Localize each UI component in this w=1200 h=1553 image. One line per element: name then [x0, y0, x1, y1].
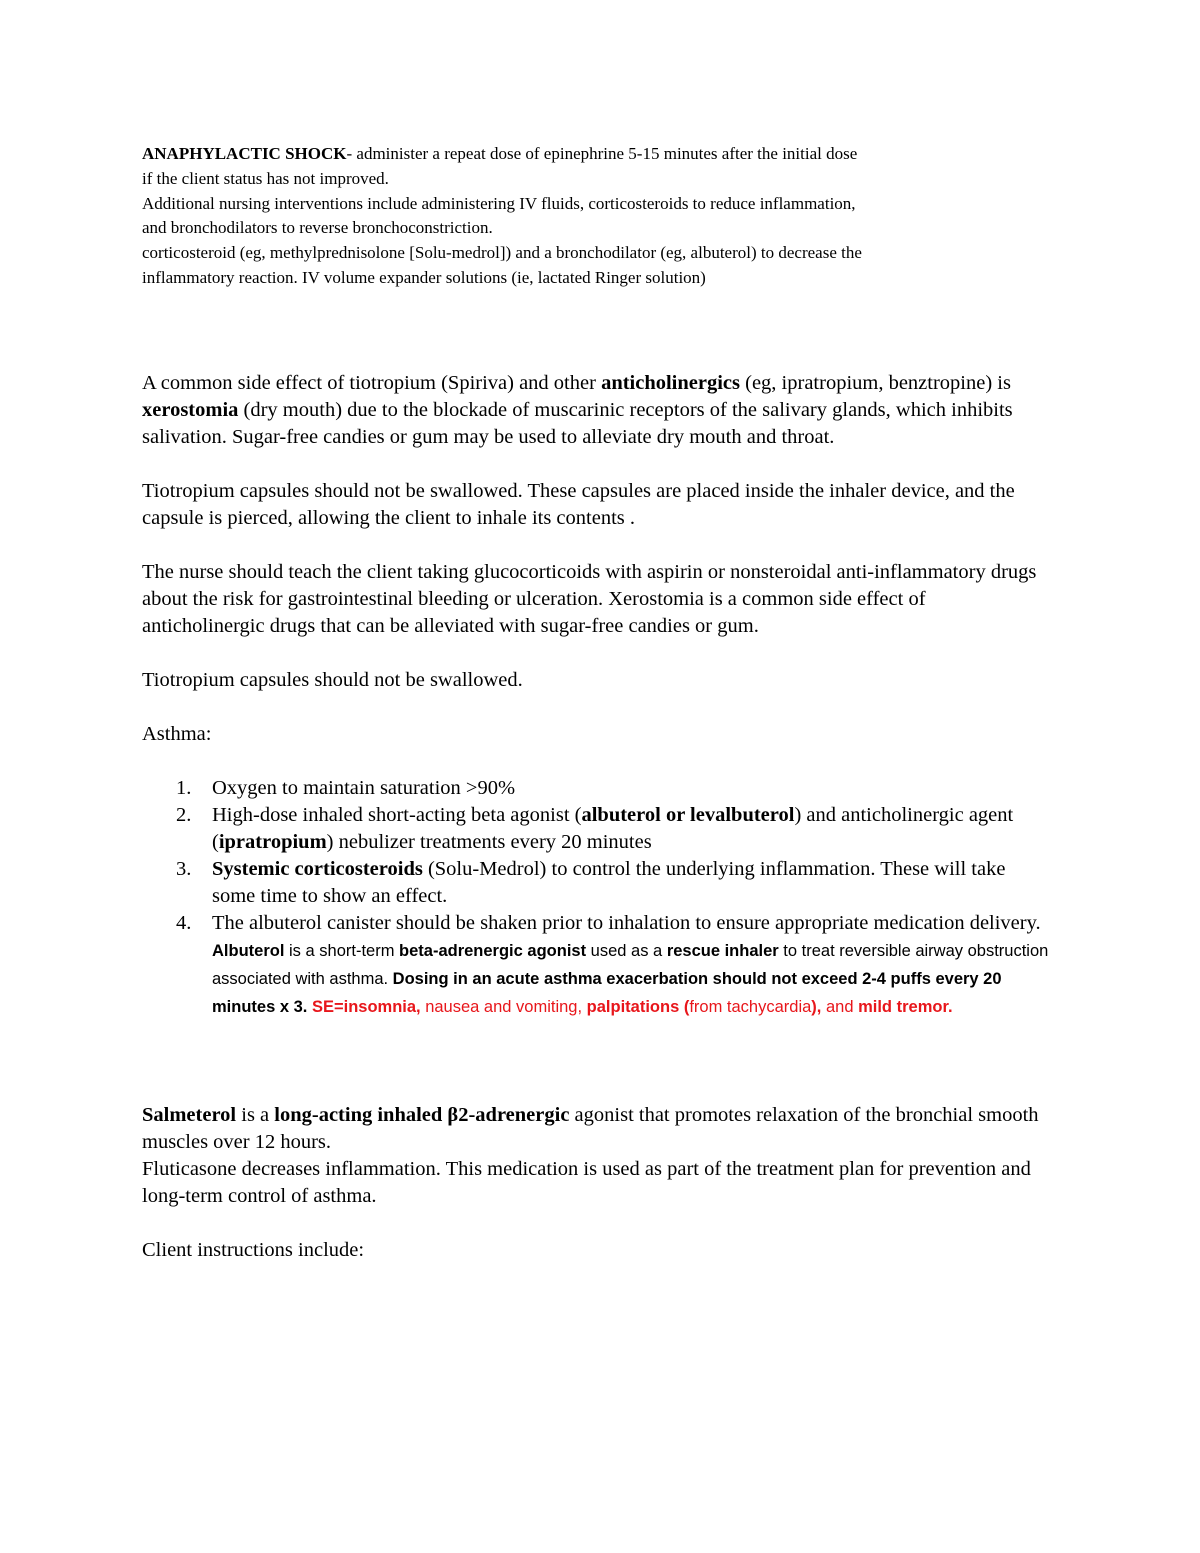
salmeterol-paragraph: Salmeterol is a long-acting inhaled β2-adrenergic agonist that promotes relaxation of the bronchial smooth muscles over 12 hours. Fluticasone decreases inflammation. This medication is used as part of the treatment plan for prevention and long-term control of asthma.: [142, 1104, 1039, 1207]
glucocorticoid-paragraph: The nurse should teach the client taking glucocorticoids with aspirin or nonsteroidal anti-inflammatory drugs about the risk for gastrointestinal bleeding or ulceration. Xerostomia is a common side effect of anticholinergic drugs that can be alleviated with sugar-free candies or gum.: [142, 561, 1037, 637]
anaphylaxis-heading: ANAPHYLACTIC SHOCK: [142, 144, 347, 163]
anaphylaxis-line-3: Additional nursing interventions include administering IV fluids, corticosteroids to reduce inflammation,: [142, 193, 856, 213]
tiotropium-capsules-paragraph: Tiotropium capsules should not be swallowed. These capsules are placed inside the inhaler device, and the capsule is pierced, allowing the client to inhale its contents .: [142, 480, 1015, 529]
list-item: 1. Oxygen to maintain saturation >90%: [176, 777, 516, 799]
anaphylaxis-line-1: ANAPHYLACTIC SHOCK- administer a repeat dose of epinephrine 5-15 minutes after the initial dose: [142, 144, 858, 163]
anaphylaxis-line-5: corticosteroid (eg, methylprednisolone [Solu-medrol]) and a bronchodilator (eg, albuterol) to decrease the: [142, 243, 862, 263]
spacer: [142, 1021, 1052, 1102]
list-item: 2. High-dose inhaled short-acting beta agonist (albuterol or levalbuterol) and anticholinergic agent (ipratropium) nebulizer treatments every 20 minutes: [176, 804, 1014, 853]
fluticasone-text: Fluticasone decreases inflammation. This medication is used as part of the treatment plan for prevention and long-term control of asthma.: [142, 1158, 1031, 1207]
list-item: 4. The albuterol canister should be shaken prior to inhalation to ensure appropriate medication delivery. Albuterol is a short-term beta-adrenergic agonist used as a rescue inhaler to treat reversible airway obstruction associated with asthma. Dosing in an acute asthma exacerbation should not exceed 2-4 puffs every 20 minutes x 3. SE=insomnia, nausea and vomiting, palpitations (from tachycardia), and mild tremor.: [176, 912, 1049, 1016]
main-content: [142, 370, 1052, 1291]
anaphylaxis-line-6: inflammatory reaction. IV volume expander solutions (ie, lactated Ringer solution): [142, 267, 706, 287]
anticholinergic-paragraph: A common side effect of tiotropium (Spiriva) and other anticholinergics (eg, ipratropium, benztropine) is xerostomia (dry mouth) due to the blockade of muscarinic receptors of the salivary glands, which inhibits salivation. Sugar-free candies or gum may be used to alleviate dry mouth and throat.: [142, 372, 1013, 448]
anaphylaxis-line-2: if the client status has not improved.: [142, 168, 389, 188]
anaphylaxis-line-4: and bronchodilators to reverse bronchoconstriction.: [142, 218, 493, 238]
asthma-label: Asthma:: [142, 723, 212, 745]
list-item: 3. Systemic corticosteroids (Solu-Medrol) to control the underlying inflammation. These will take some time to show an effect.: [176, 858, 1006, 907]
anaphylaxis-section: [142, 142, 1062, 291]
side-effects-warning: SE=insomnia, nausea and vomiting, palpitations (from tachycardia), and mild tremor.: [307, 998, 953, 1016]
tiotropium-repeat-paragraph: Tiotropium capsules should not be swallowed.: [142, 669, 523, 691]
albuterol-note: Albuterol is a short-term beta-adrenergic agonist used as a rescue inhaler to treat reversible airway obstruction associated with asthma. Dosing in an acute asthma exacerbation should not exceed 2-4 puffs every 20 minutes x 3. SE=insomnia, nausea and vomiting, palpitations (from tachycardia), and mild tremor.: [212, 942, 1049, 1016]
client-instructions: Client instructions include:: [142, 1239, 365, 1261]
asthma-list: [142, 775, 1052, 1021]
